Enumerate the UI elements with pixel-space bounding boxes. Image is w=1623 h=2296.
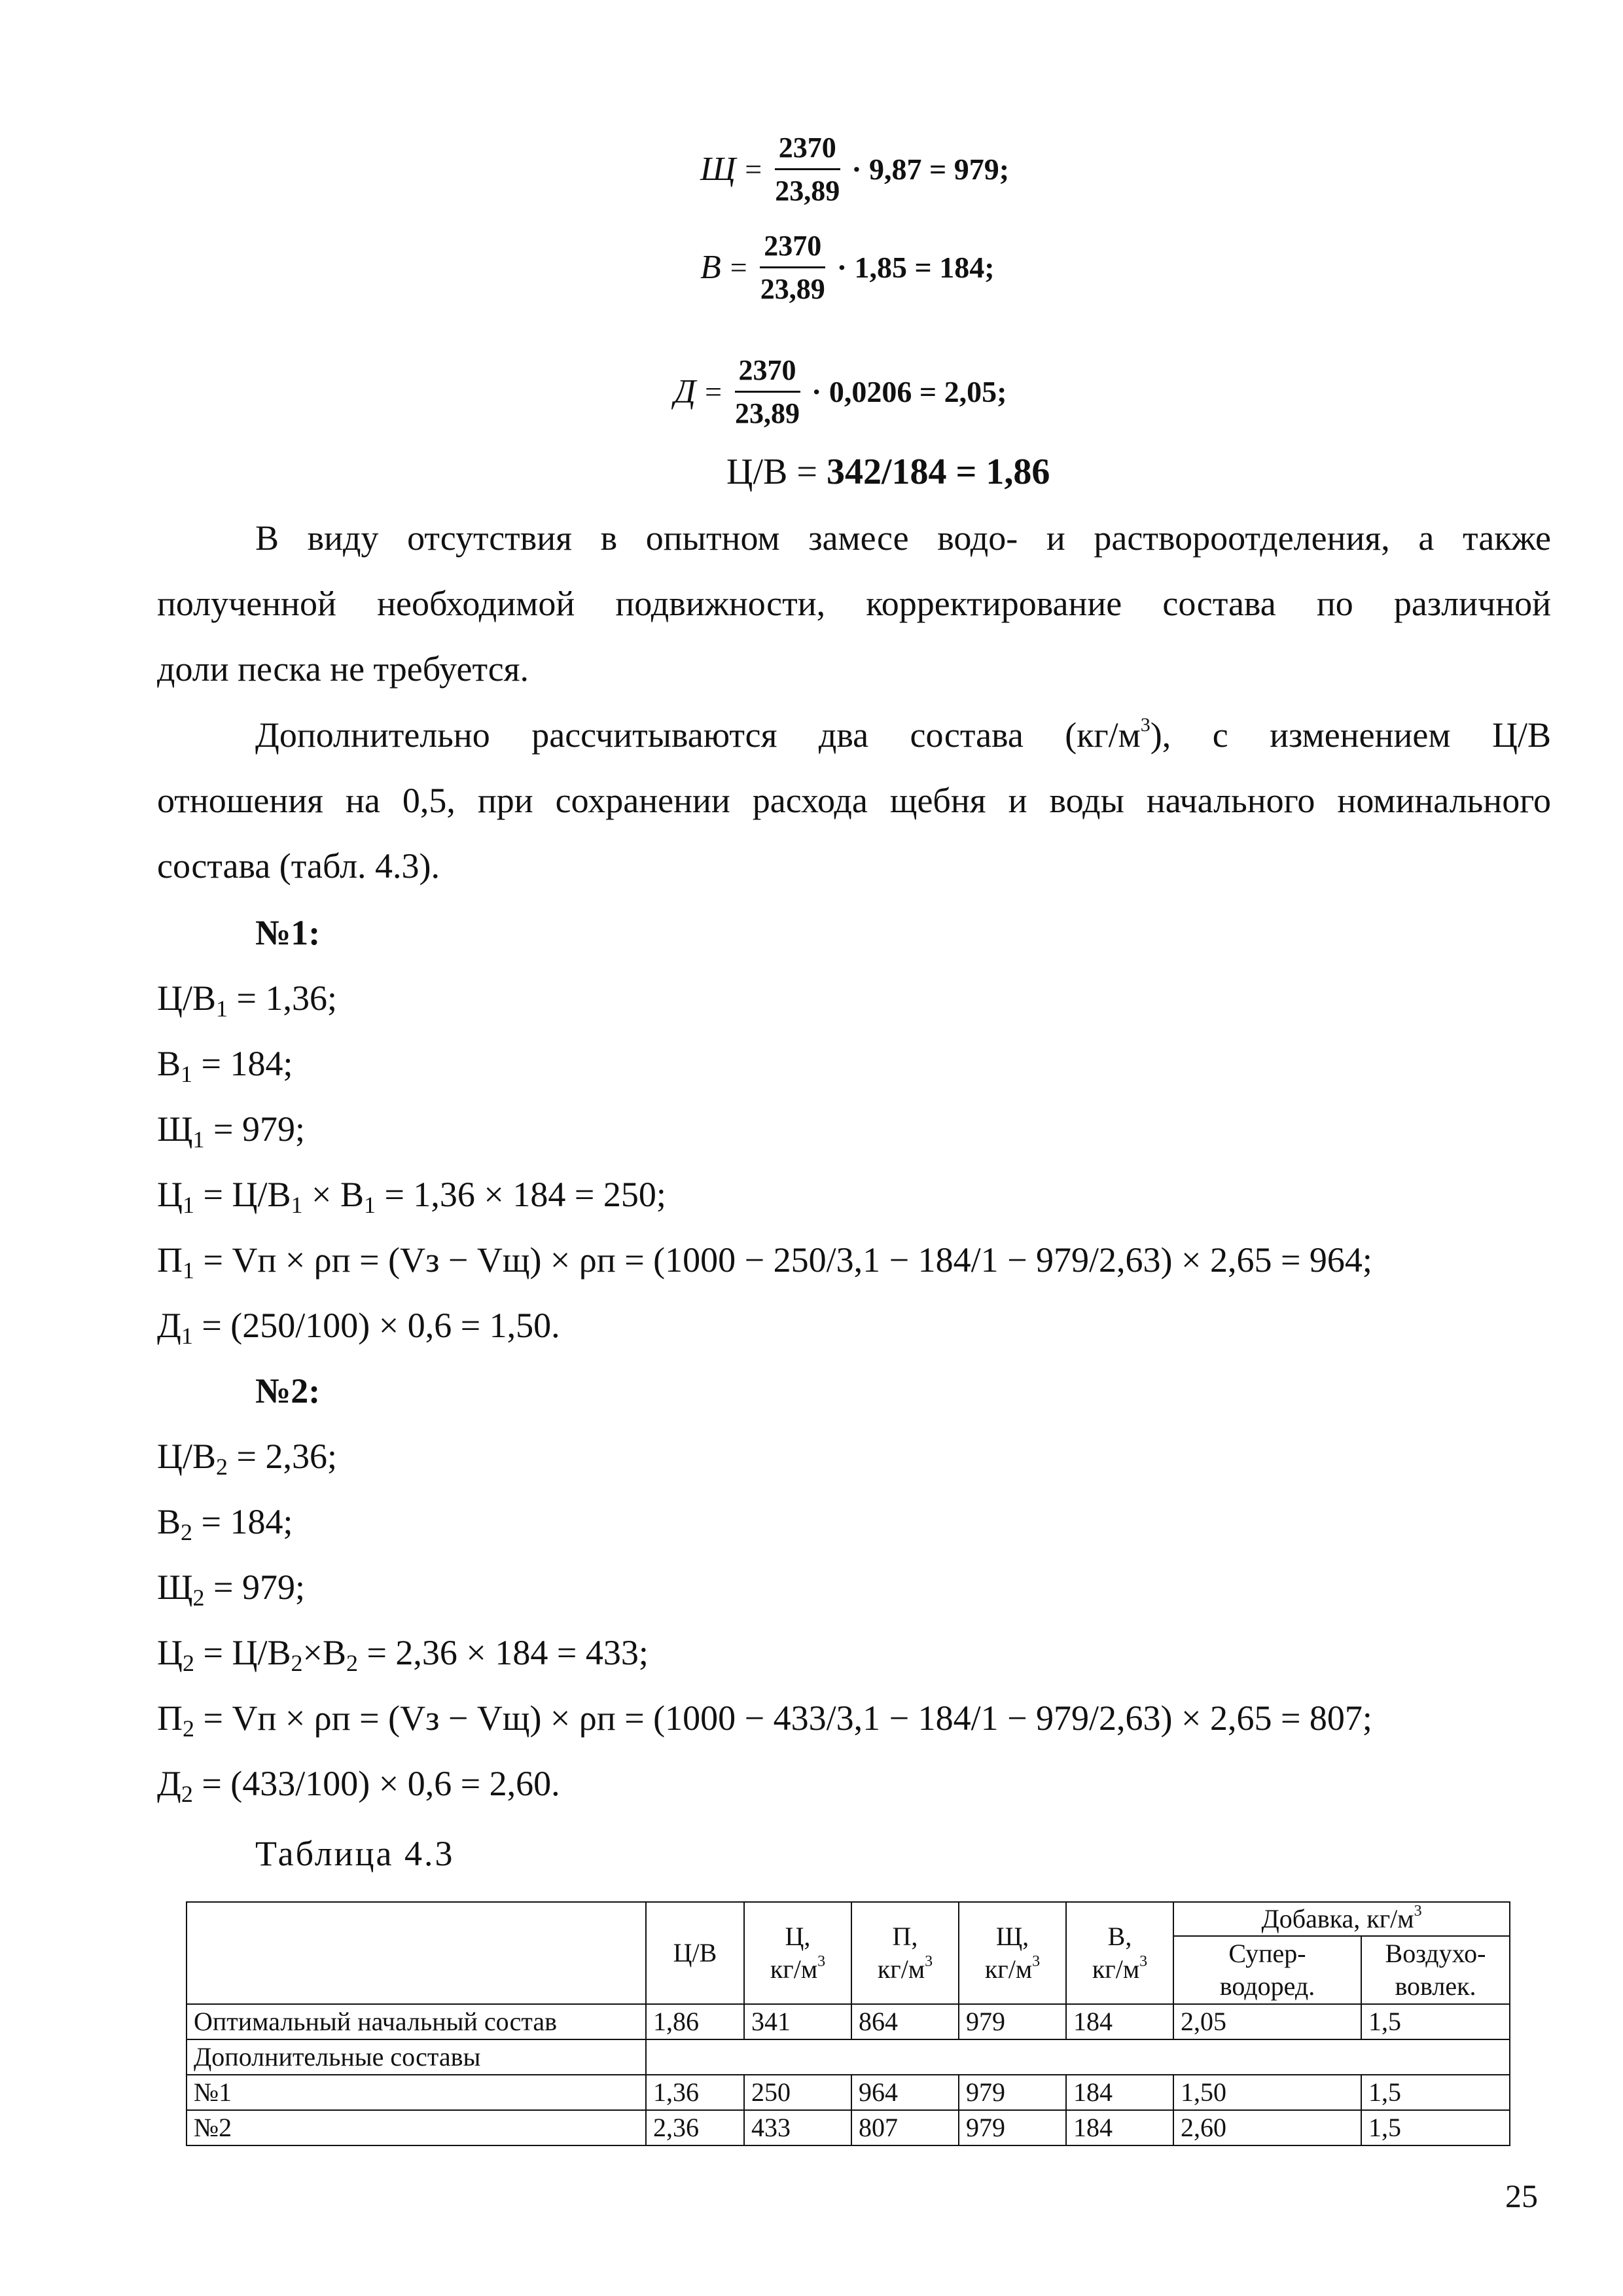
paragraph-1-line-2: полученной необходимой подвижности, корректирование состава по различной — [157, 584, 1551, 623]
formula-water: В = $\frac{2370}{23,89}$ · 1,85 = 184; — [700, 230, 995, 305]
paragraph-2-line-2: отношения на 0,5, при сохранении расхода щебня и воды начального номинального — [157, 781, 1551, 820]
set-2-gravel: $Щ_2 = 979$; — [157, 1568, 305, 1611]
set-1-sand: $П_1$ = Vп × ρп = (Vз − Vщ) × ρп = (1000 − 250/3,1 − 184/1 − 979/2,63) × 2,65 = 964; — [157, 1240, 1372, 1283]
set-2-heading: №2: — [255, 1371, 321, 1410]
set-2-cement: $Ц_2 = Ц/В_2\times В_2 = 2,36 \times 184 = 433$; — [157, 1633, 649, 1676]
set-1-additive: $Д_1 = (250/100) \times 0,6 = 1,50$. — [157, 1306, 560, 1349]
formula-lhs: В — [700, 249, 721, 286]
table-header-cw: Ц/В — [646, 1902, 744, 2004]
formula-lhs: Д — [674, 373, 696, 410]
fraction — [757, 229, 829, 306]
formula-lhs: Щ — [700, 151, 736, 188]
table-header-air-entraining: Воздухо- вовлек. — [1361, 1936, 1510, 2004]
table-row: Оптимальный начальный состав 1,86 341 864 979 184 2,05 1,5 — [187, 2004, 1510, 2039]
formula-rest: · 0,0206 = 2,05; — [812, 375, 1007, 408]
table-header-additive: Добавка, $кг/м^3$ — [1173, 1902, 1510, 1936]
fraction-numerator: 2370 — [775, 131, 840, 170]
fraction-denominator: 23,89 — [735, 397, 800, 429]
set-1-water: $В_1 = 184$; — [157, 1044, 293, 1087]
paragraph-1-line-3: доли песка не требуется. — [157, 649, 529, 689]
table-header-superplasticizer: Супер- водоред. — [1173, 1936, 1361, 2004]
composition-table — [186, 1901, 1510, 2146]
set-2-cw: $Ц/В_2 = 2,36$; — [157, 1437, 337, 1480]
paragraph-2-line-1: Дополнительно рассчитываются два состава $(кг/м^3)$, с изменением Ц/В — [255, 714, 1551, 755]
set-1-gravel: $Щ_1 = 979$; — [157, 1109, 305, 1153]
fraction-denominator: 23,89 — [775, 175, 840, 207]
fraction-numerator: 2370 — [760, 229, 825, 268]
table-header-cement: Ц, $кг/м^3$ — [744, 1902, 851, 2004]
set-1-cement: $Ц_1 = Ц/В_1 \times В_1 = 1,36 \times 184 = 250$; — [157, 1175, 666, 1218]
set-1-cw: $Ц/В_1 = 1,36$; — [157, 978, 337, 1022]
paragraph-1-line-1: В виду отсутствия в опытном замесе водо- и раствороотделения, а также — [255, 518, 1551, 558]
table-row: №2 2,36 433 807 979 184 2,60 1,5 — [187, 2110, 1510, 2145]
set-2-additive: $Д_2 = (433/100) \times 0,6 = 2,60$. — [157, 1764, 560, 1807]
table-group-row: Дополнительные составы — [187, 2039, 1510, 2075]
table-header-water: В, $кг/м^3$ — [1066, 1902, 1173, 2004]
fraction — [731, 353, 804, 430]
table-row: №1 1,36 250 964 979 184 1,50 1,5 — [187, 2075, 1510, 2110]
ratio-line: Ц/В = 342/184 = 1,86 — [726, 452, 1050, 492]
fraction — [771, 131, 844, 207]
set-2-water: $В_2 = 184$; — [157, 1502, 293, 1545]
set-1-heading: №1: — [255, 913, 321, 952]
formula-rest: · 1,85 = 184; — [836, 251, 995, 284]
paragraph-2-line-3: состава (табл. 4.3). — [157, 846, 440, 886]
set-2-sand: $П_2$ = Vп × ρп = (Vз − Vщ) × ρп = (1000 − 433/3,1 − 184/1 − 979/2,63) × 2,65 = 807; — [157, 1698, 1372, 1742]
fraction-numerator: 2370 — [735, 353, 800, 393]
table-header-blank — [187, 1902, 646, 2004]
formula-additive: Д = $\frac{2370}{23,89}$ · 0,0206 = 2,05; — [674, 354, 1007, 429]
table-caption: Таблица 4.3 — [255, 1834, 455, 1873]
fraction-denominator: 23,89 — [760, 273, 825, 305]
formula-rest: · 9,87 = 979; — [851, 152, 1010, 186]
page-number: 25 — [1505, 2178, 1538, 2214]
table-header-sand: П, $кг/м^3$ — [851, 1902, 959, 2004]
table-header-gravel: Щ, $кг/м^3$ — [959, 1902, 1066, 2004]
formula-gravel: Щ = $\frac{2370}{23,89}$ · 9,87 = 979; — [700, 132, 1010, 207]
